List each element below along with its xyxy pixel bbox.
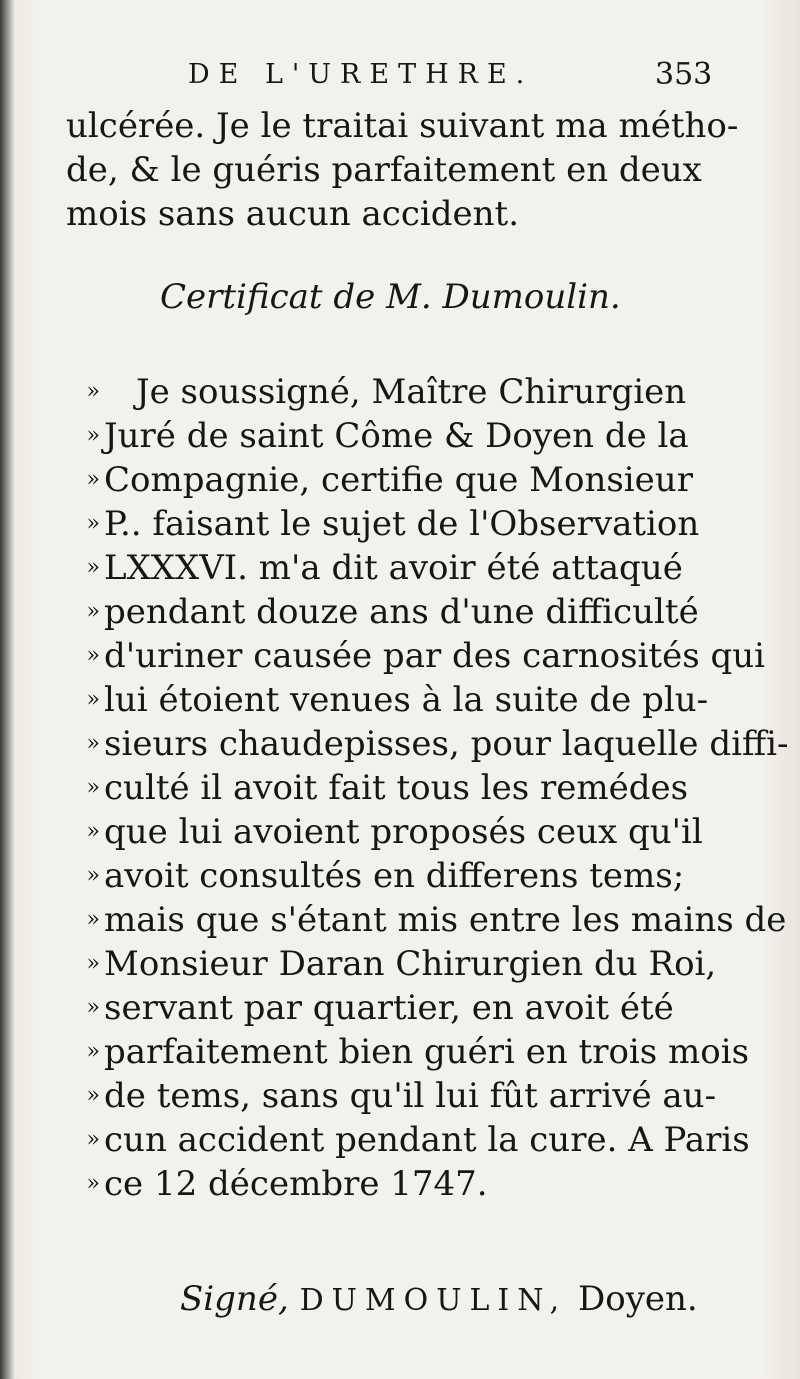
- quote-line: sieurs chaudepisses, pour laquelle diffi-: [104, 724, 789, 764]
- quote-marker: »: [86, 599, 100, 624]
- quote-marker: »: [86, 687, 100, 712]
- signed-label: Signé,: [180, 1279, 289, 1319]
- quote-marker: »: [86, 643, 100, 668]
- quote-line: Je soussigné, Maître Chirurgien: [136, 372, 687, 412]
- binding-shadow: [0, 0, 14, 1379]
- quote-line: P.. faisant le sujet de l'Observation: [104, 504, 700, 544]
- quote-marker: »: [86, 907, 100, 932]
- quote-marker: »: [86, 423, 100, 448]
- quote-line: mais que s'étant mis entre les mains de: [104, 900, 787, 940]
- quote-marker: »: [86, 1127, 100, 1152]
- quote-line: lui étoient venues à la suite de plu-: [104, 680, 709, 720]
- page-number: 353: [655, 57, 713, 92]
- quote-line: parfaitement bien guéri en trois mois: [104, 1032, 750, 1072]
- quote-line: de tems, sans qu'il lui fût arrivé au-: [104, 1076, 717, 1116]
- quote-marker: »: [86, 1039, 100, 1064]
- quote-marker: »: [86, 863, 100, 888]
- quote-line: LXXXVI. m'a dit avoir été attaqué: [104, 548, 683, 588]
- text-line: ulcérée. Je le traitai suivant ma métho-: [66, 106, 739, 146]
- quote-marker: »: [86, 379, 100, 404]
- quote-line: avoit consultés en differens tems;: [104, 856, 685, 896]
- page-header: [0, 54, 800, 96]
- quote-marker: »: [86, 1171, 100, 1196]
- signature-line: [180, 1277, 698, 1323]
- quote-marker: »: [86, 775, 100, 800]
- quote-line: Juré de saint Côme & Doyen de la: [104, 416, 689, 456]
- quote-marker: »: [86, 511, 100, 536]
- quote-line: ce 12 décembre 1747.: [104, 1164, 488, 1204]
- text-line: de, & le guéris parfaitement en deux: [66, 150, 702, 190]
- quote-line: cun accident pendant la cure. A Paris: [104, 1120, 750, 1160]
- quote-marker: »: [86, 995, 100, 1020]
- quote-marker: »: [86, 731, 100, 756]
- quote-marker: »: [86, 555, 100, 580]
- quote-marker: »: [86, 951, 100, 976]
- text-line: mois sans aucun accident.: [66, 194, 520, 234]
- signatory-role: Doyen.: [577, 1279, 698, 1319]
- quote-marker: »: [86, 1083, 100, 1108]
- running-head: DE L'URETHRE.: [188, 59, 534, 90]
- quote-line: que lui avoient proposés ceux qu'il: [104, 812, 703, 852]
- quote-marker: »: [86, 467, 100, 492]
- signatory-name: DUMOULIN,: [299, 1283, 568, 1318]
- quote-line: Compagnie, certifie que Monsieur: [104, 460, 693, 500]
- quote-line: d'uriner causée par des carnosités qui: [104, 636, 765, 676]
- quote-line: servant par quartier, en avoit été: [104, 988, 674, 1028]
- quote-line: Monsieur Daran Chirurgien du Roi,: [104, 944, 717, 984]
- certificate-title: Certificat de M. Dumoulin.: [160, 277, 621, 317]
- quote-line: culté il avoit fait tous les remédes: [104, 768, 689, 808]
- quote-marker: »: [86, 819, 100, 844]
- quote-line: pendant douze ans d'une difficulté: [104, 592, 699, 632]
